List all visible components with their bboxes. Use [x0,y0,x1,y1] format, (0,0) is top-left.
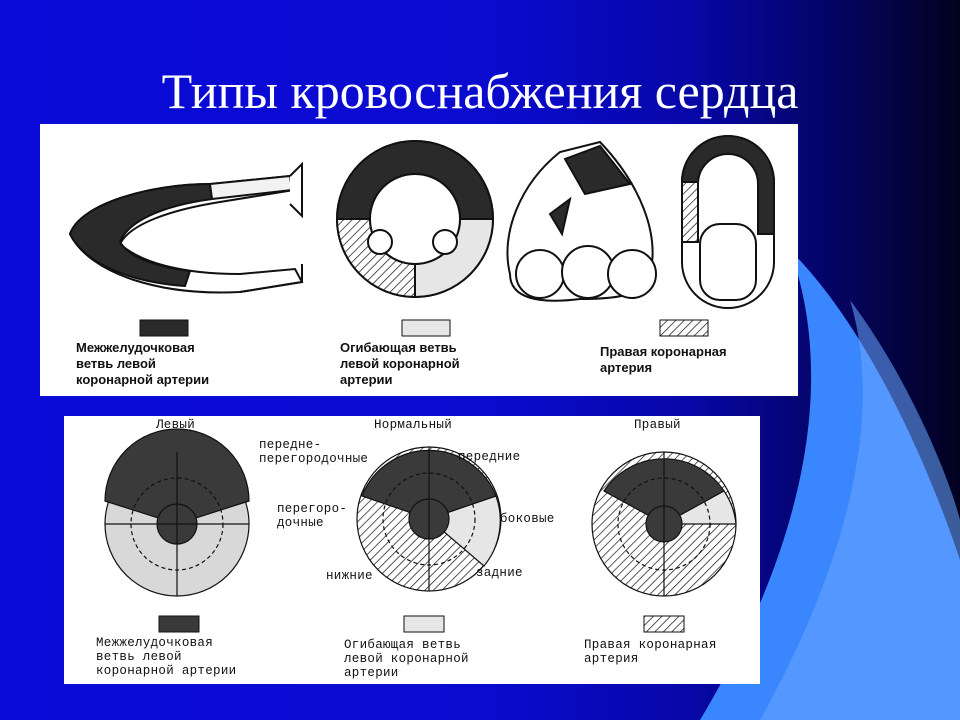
two-chamber-heart-section [682,136,774,308]
region-label-septal: перегоро- дочные [277,502,348,530]
slide-title: Типы кровоснабжения сердца [161,63,799,119]
legend2-swatch-dark [159,616,199,632]
bullseye-right-type [592,452,736,596]
legend-label-hatched: Правая коронарная артерия [600,344,727,375]
four-chamber-heart-section [507,142,656,301]
blood-supply-types-panel [64,416,760,684]
legend2-label-dark: Межжелудочковая ветвь левой коронарной артерии [96,636,237,678]
short-axis-heart-section [337,141,493,297]
region-label-anterior-septal: передне- перегородочные [259,438,369,466]
legend2-label-hatched: Правая коронарная артерия [584,638,717,666]
long-axis-heart-section [70,164,302,292]
region-label-posterior: задние [476,566,523,580]
region-label-inferior: нижние [326,569,373,583]
legend-swatch-light [402,320,450,336]
heart-sections-panel [40,124,798,396]
legend-swatch-hatched [660,320,708,336]
legend-label-dark: Межжелудочковая ветвь левой коронарной артерии [76,340,210,387]
type-label-right: Правый [634,418,681,432]
legend2-label-light: Огибающая ветвь левой коронарной артерии [344,638,469,680]
type-label-normal: Нормальный [374,418,453,432]
legend2-swatch-light [404,616,444,632]
type-label-left: Левый [156,418,196,432]
region-label-anterior: передние [458,450,521,464]
legend-swatch-dark [140,320,188,336]
legend2-swatch-hatched [644,616,684,632]
bullseye-left-type [105,429,249,596]
region-label-lateral: боковые [500,512,555,526]
legend-label-light: Огибающая ветвь левой коронарной артерии [340,340,460,387]
